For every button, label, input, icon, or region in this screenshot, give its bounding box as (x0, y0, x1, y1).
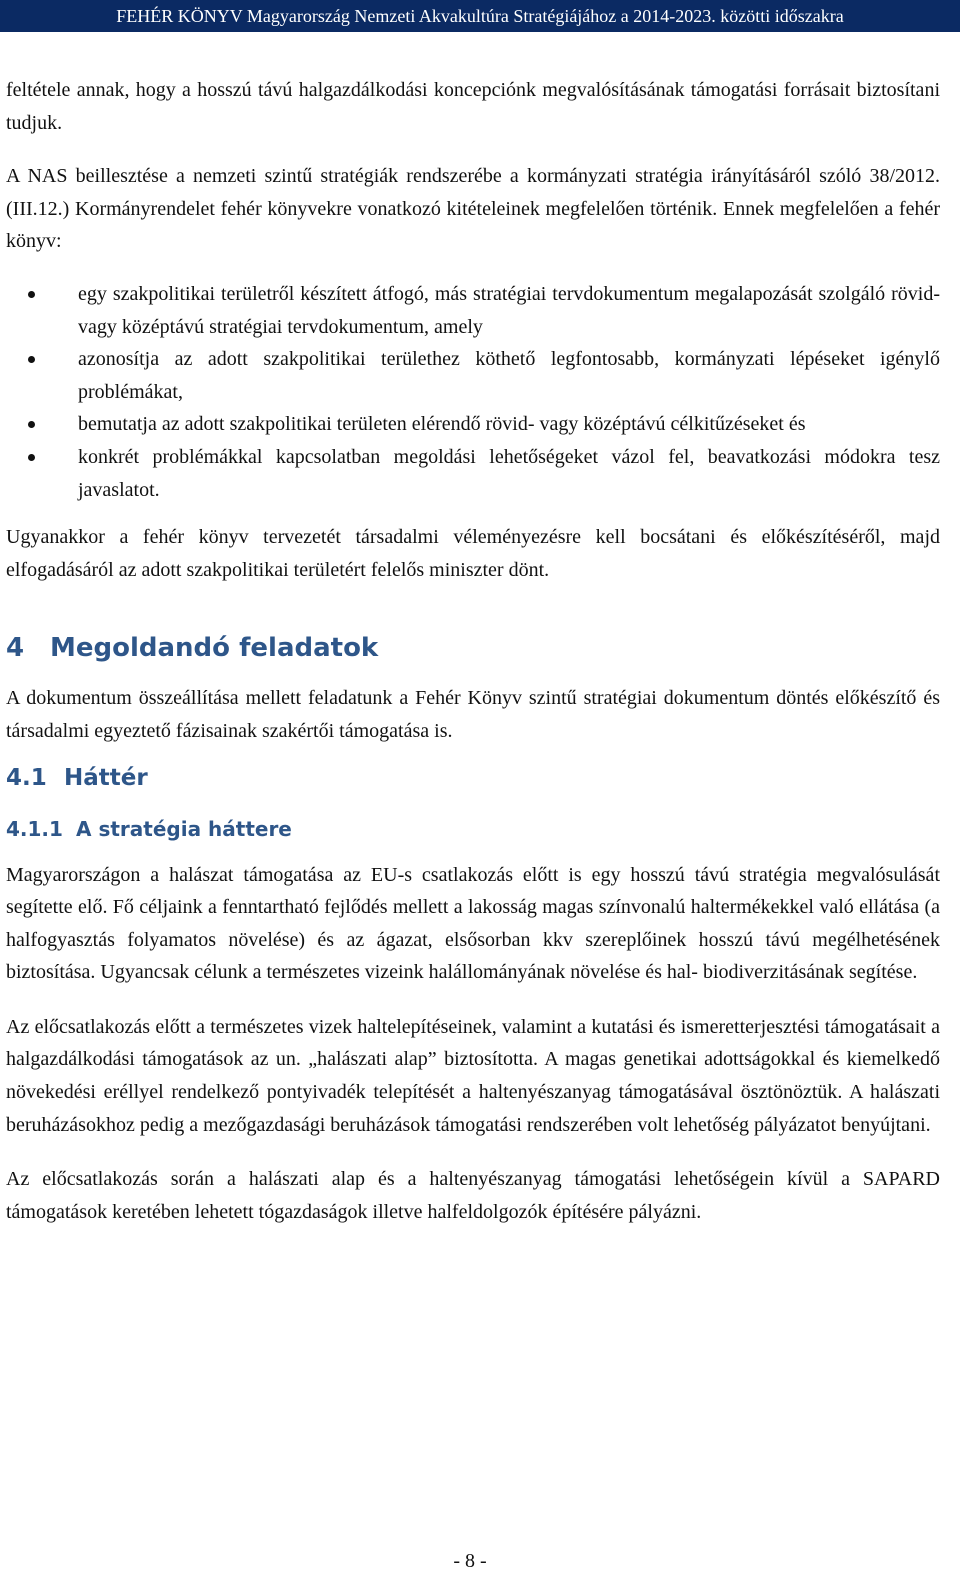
section-number: 4.1.1 (6, 816, 63, 841)
list-item-text: azonosítja az adott szakpolitikai területhez köthető legfontosabb, kormányzati lépéseket igénylő problémákat, (78, 348, 940, 403)
white-book-list (6, 278, 940, 506)
bullet-icon (28, 454, 35, 461)
section-heading-4 (6, 630, 940, 666)
bullet-icon (28, 421, 35, 428)
list-item (6, 441, 940, 506)
bullet-icon (28, 356, 35, 363)
nas-paragraph: A NAS beillesztése a nemzeti szintű stratégiák rendszerébe a kormányzati stratégia irányításáról szóló 38/2012. (III.12.) Kormányrendelet fehér könyvekre vonatkozó kitételeinek megfelelően történik. Ennek megfelelően a fehér könyv: (6, 165, 940, 253)
section-number: 4 (6, 633, 25, 664)
body-paragraph-1: Magyarországon a halászat támogatása az EU-s csatlakozás előtt is egy hosszú távú stratégia megvalósulását segítette elő. Fő céljaink a fenntartható fejlődés mellett a lakosság magas színvonalú haltermékekkel való ellátása (a halfogyasztás folyamatos növelése) és az ágazat, elsősorban kkv szereplőinek hosszú távú megélhetésének biztosítása. Ugyancsak célunk a természetes vizeink halállományának növelése és hal- biodiverzitásának segítése. (6, 863, 940, 984)
review-paragraph: Ugyanakkor a fehér könyv tervezetét társadalmi véleményezésre kell bocsátani és előkészítéséről, majd elfogadásáról az adott szakpolitikai területért felelős miniszter dönt. (6, 526, 940, 581)
section-title: Háttér (64, 764, 148, 791)
list-item (6, 343, 940, 408)
body-paragraph-3: Az előcsatlakozás során a halászati alap és a haltenyészanyag támogatási lehetőségein kívül a SAPARD támogatások keretében lehetett tógazdaságok illetve halfeldolgozók építésére pályázni. (6, 1168, 940, 1223)
page-body (6, 74, 940, 1250)
intro-paragraph: feltétele annak, hogy a hosszú távú halgazdálkodási koncepciónk megvalósításának támogatási forrásait biztosítani tudjuk. (6, 79, 940, 134)
running-header: FEHÉR KÖNYV Magyarország Nemzeti Akvakultúra Stratégiájához a 2014-2023. közötti időszakra (0, 0, 960, 32)
section-number: 4.1 (6, 764, 47, 791)
body-paragraph-2: Az előcsatlakozás előtt a természetes vizek haltelepítéseinek, valamint a kutatási és ismeretterjesztési támogatásait a halgazdálkodási támogatások az un. „halászati alap” biztosította. A magas genetikai adottságokkal és kiemelkedő növekedési eréllyel rendelkező pontyivadék telepítését a haltenyészanyag támogatásával ösztönöztük. A halászati beruházásokhoz pedig a mezőgazdasági beruházások támogatási rendszerében volt lehetőség pályázatot benyújtani. (6, 1015, 940, 1136)
list-item (6, 278, 940, 343)
section-title: A stratégia háttere (76, 816, 292, 841)
section-title: Megoldandó feladatok (50, 633, 379, 664)
list-item-text: egy szakpolitikai területről készített átfogó, más stratégiai tervdokumentum megalapozását szolgáló rövid- vagy középtávú stratégiai tervdokumentum, amely (78, 282, 940, 338)
section-heading-4-1-1 (6, 813, 940, 845)
bullet-icon (28, 291, 35, 298)
list-item-text: bemutatja az adott szakpolitikai területen elérendő rövid- vagy középtávú célkitűzéseket és (78, 413, 806, 436)
list-item-text: konkrét problémákkal kapcsolatban megoldási lehetőségeket vázol fel, beavatkozási módokra tesz javaslatot. (78, 445, 940, 501)
section-heading-4-1 (6, 761, 940, 795)
list-item (6, 408, 940, 441)
chapter-paragraph: A dokumentum összeállítása mellett feladatunk a Fehér Könyv szintű stratégiai dokumentum döntés előkészítő és társadalmi egyeztető fázisainak szakértői támogatása is. (6, 687, 940, 742)
page-number: - 8 - (453, 1550, 487, 1572)
